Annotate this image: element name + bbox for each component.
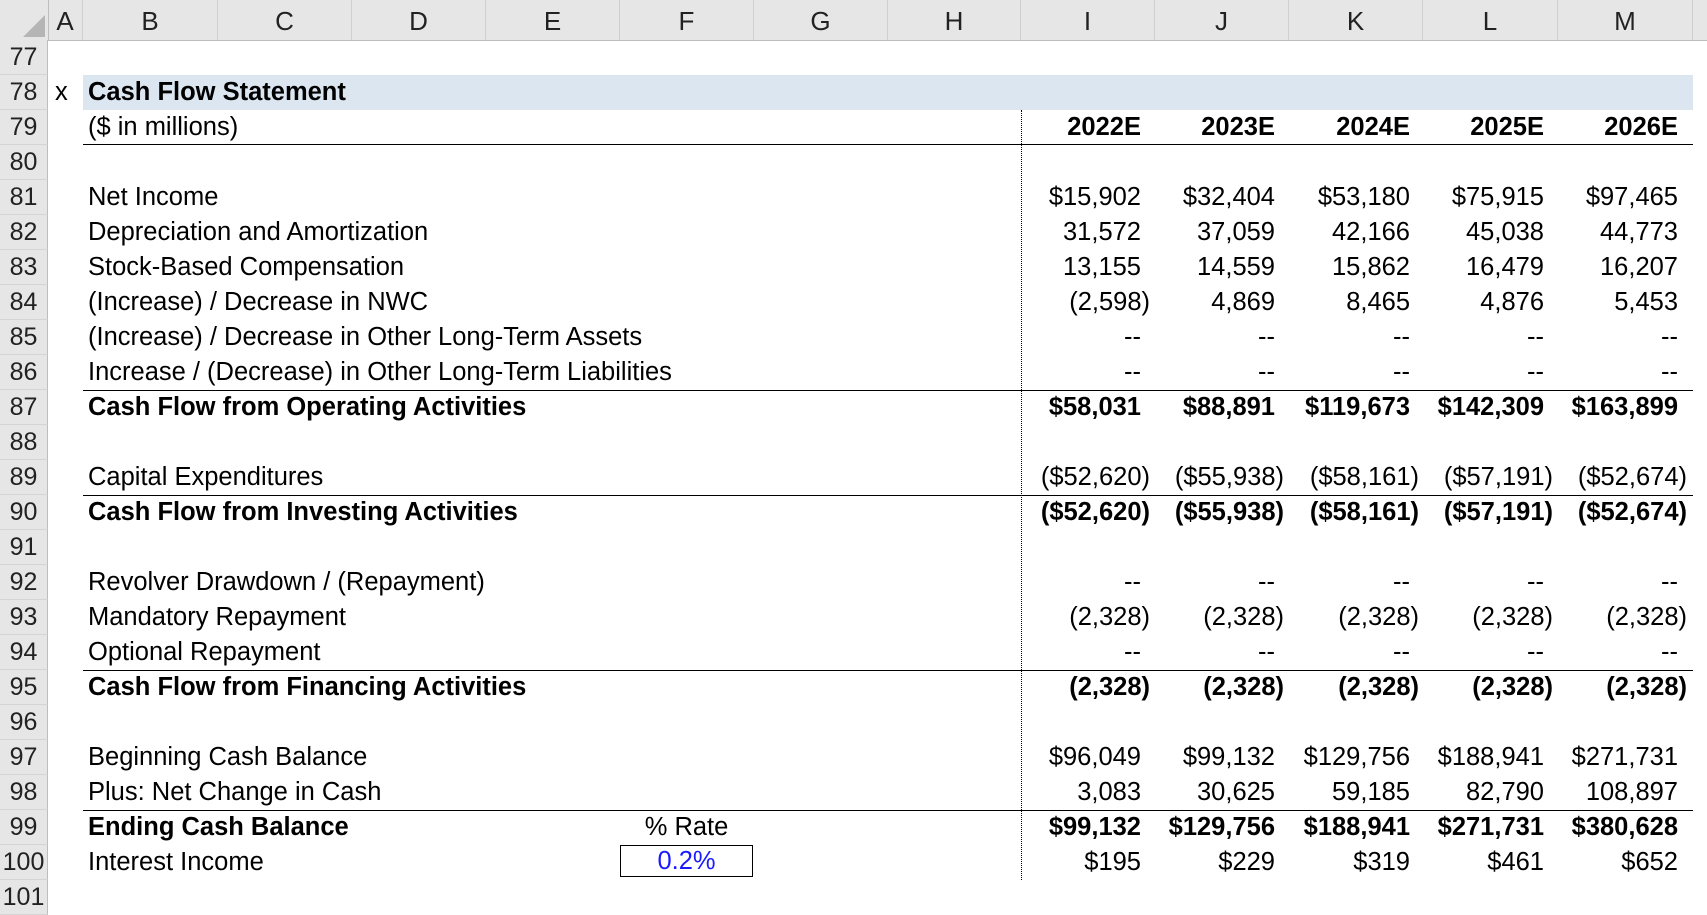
row-label[interactable]: Revolver Drawdown / (Repayment) bbox=[88, 568, 485, 596]
value-cell[interactable]: -- bbox=[1661, 638, 1678, 666]
select-all-corner[interactable] bbox=[0, 0, 49, 40]
value-cell[interactable]: 44,773 bbox=[1600, 218, 1678, 246]
value-cell[interactable]: (2,328) bbox=[1472, 673, 1553, 701]
value-cell[interactable]: 30,625 bbox=[1197, 778, 1275, 806]
row-label[interactable]: Stock-Based Compensation bbox=[88, 253, 405, 281]
row-label[interactable]: Cash Flow from Operating Activities bbox=[88, 393, 527, 421]
select-all-triangle-icon bbox=[23, 15, 45, 37]
value-cell[interactable]: -- bbox=[1393, 638, 1410, 666]
row-label[interactable]: Ending Cash Balance bbox=[88, 813, 349, 841]
year-header[interactable]: 2026E bbox=[1604, 113, 1678, 141]
value-cell[interactable]: $271,731 bbox=[1437, 813, 1544, 841]
value-cell[interactable]: $188,941 bbox=[1437, 743, 1544, 771]
value-cell[interactable]: ($52,674) bbox=[1577, 498, 1687, 526]
value-cell[interactable]: $319 bbox=[1353, 848, 1410, 876]
year-header[interactable]: 2022E bbox=[1067, 113, 1141, 141]
column-header-k[interactable]: K bbox=[1289, 0, 1423, 40]
value-cell[interactable]: ($57,191) bbox=[1443, 463, 1553, 491]
value-cell[interactable]: $58,031 bbox=[1048, 393, 1141, 421]
row-header-93[interactable]: 93 bbox=[0, 600, 48, 635]
row-header-81[interactable]: 81 bbox=[0, 180, 48, 215]
value-cell[interactable]: $188,941 bbox=[1303, 813, 1410, 841]
value-cell[interactable]: 3,083 bbox=[1077, 778, 1141, 806]
value-cell[interactable]: $15,902 bbox=[1048, 183, 1141, 211]
row-label[interactable]: Increase / (Decrease) in Other Long-Term Liabilities bbox=[88, 358, 672, 386]
row-header-97[interactable]: 97 bbox=[0, 740, 48, 775]
value-cell[interactable]: -- bbox=[1124, 358, 1141, 386]
value-cell[interactable]: (2,598) bbox=[1069, 288, 1150, 316]
row-header-91[interactable]: 91 bbox=[0, 530, 48, 565]
interest-rate-input[interactable]: 0.2% bbox=[620, 845, 753, 877]
value-cell[interactable]: -- bbox=[1258, 638, 1275, 666]
column-header-b[interactable]: B bbox=[83, 0, 218, 40]
value-cell[interactable]: -- bbox=[1393, 568, 1410, 596]
row-header-89[interactable]: 89 bbox=[0, 460, 48, 495]
value-cell[interactable]: -- bbox=[1661, 568, 1678, 596]
value-cell[interactable]: (2,328) bbox=[1069, 603, 1150, 631]
row-header-87[interactable]: 87 bbox=[0, 390, 48, 425]
value-cell[interactable]: 108,897 bbox=[1585, 778, 1678, 806]
value-cell[interactable]: ($52,620) bbox=[1040, 463, 1150, 491]
value-cell[interactable]: $99,132 bbox=[1048, 813, 1141, 841]
value-cell[interactable]: $53,180 bbox=[1317, 183, 1410, 211]
value-cell[interactable]: 42,166 bbox=[1332, 218, 1410, 246]
value-cell[interactable]: -- bbox=[1124, 323, 1141, 351]
column-header-d[interactable]: D bbox=[352, 0, 486, 40]
row-header-99[interactable]: 99 bbox=[0, 810, 48, 845]
value-cell[interactable]: $88,891 bbox=[1182, 393, 1275, 421]
value-cell[interactable]: $75,915 bbox=[1451, 183, 1544, 211]
value-cell[interactable]: -- bbox=[1393, 358, 1410, 386]
year-header[interactable]: 2025E bbox=[1470, 113, 1544, 141]
row-label[interactable]: Depreciation and Amortization bbox=[88, 218, 429, 246]
row-label[interactable]: (Increase) / Decrease in Other Long-Term Assets bbox=[88, 323, 643, 351]
value-cell[interactable]: 59,185 bbox=[1332, 778, 1410, 806]
value-cell[interactable]: $380,628 bbox=[1571, 813, 1678, 841]
value-cell[interactable]: -- bbox=[1124, 638, 1141, 666]
row-header-100[interactable]: 100 bbox=[0, 845, 48, 880]
value-cell[interactable]: $652 bbox=[1621, 848, 1678, 876]
row-marker: x bbox=[55, 78, 68, 106]
value-cell[interactable]: ($55,938) bbox=[1174, 498, 1284, 526]
value-cell[interactable]: 16,479 bbox=[1466, 253, 1544, 281]
value-cell[interactable]: -- bbox=[1527, 568, 1544, 596]
value-cell[interactable]: $163,899 bbox=[1571, 393, 1678, 421]
value-cell[interactable]: $99,132 bbox=[1182, 743, 1275, 771]
row-header-86[interactable]: 86 bbox=[0, 355, 48, 390]
column-header-h[interactable]: H bbox=[888, 0, 1021, 40]
value-cell[interactable]: $129,756 bbox=[1303, 743, 1410, 771]
value-cell[interactable]: (2,328) bbox=[1203, 603, 1284, 631]
row-header-80[interactable]: 80 bbox=[0, 145, 48, 180]
row-header-101[interactable]: 101 bbox=[0, 880, 48, 915]
row-label[interactable]: Capital Expenditures bbox=[88, 463, 324, 491]
value-cell[interactable]: $461 bbox=[1487, 848, 1544, 876]
value-cell[interactable]: (2,328) bbox=[1606, 603, 1687, 631]
value-cell[interactable]: $32,404 bbox=[1182, 183, 1275, 211]
value-cell[interactable]: (2,328) bbox=[1069, 673, 1150, 701]
row-header-84[interactable]: 84 bbox=[0, 285, 48, 320]
column-header-j[interactable]: J bbox=[1155, 0, 1289, 40]
column-header-e[interactable]: E bbox=[486, 0, 620, 40]
row-label[interactable]: (Increase) / Decrease in NWC bbox=[88, 288, 429, 316]
row-label[interactable]: Cash Flow from Investing Activities bbox=[88, 498, 518, 526]
row-header-78[interactable]: 78 bbox=[0, 75, 48, 110]
row-header-95[interactable]: 95 bbox=[0, 670, 48, 705]
column-header-f[interactable]: F bbox=[620, 0, 754, 40]
row-label[interactable]: Plus: Net Change in Cash bbox=[88, 778, 382, 806]
row-header-88[interactable]: 88 bbox=[0, 425, 48, 460]
column-header-i[interactable]: I bbox=[1021, 0, 1155, 40]
value-cell[interactable]: -- bbox=[1527, 638, 1544, 666]
value-cell[interactable]: ($55,938) bbox=[1174, 463, 1284, 491]
header-rule bbox=[83, 144, 1693, 145]
row-header-79[interactable]: 79 bbox=[0, 110, 48, 145]
value-cell[interactable]: 14,559 bbox=[1197, 253, 1275, 281]
value-cell[interactable]: ($52,620) bbox=[1040, 498, 1150, 526]
value-cell[interactable]: $271,731 bbox=[1571, 743, 1678, 771]
row-header-82[interactable]: 82 bbox=[0, 215, 48, 250]
value-cell[interactable]: ($58,161) bbox=[1309, 498, 1419, 526]
value-cell[interactable]: $129,756 bbox=[1168, 813, 1275, 841]
column-header-c[interactable]: C bbox=[218, 0, 352, 40]
sheet-title[interactable]: Cash Flow Statement bbox=[88, 78, 346, 106]
row-label[interactable]: Beginning Cash Balance bbox=[88, 743, 368, 771]
row-header-98[interactable]: 98 bbox=[0, 775, 48, 810]
value-cell[interactable]: ($52,674) bbox=[1577, 463, 1687, 491]
value-cell[interactable]: -- bbox=[1661, 358, 1678, 386]
value-cell[interactable]: $195 bbox=[1084, 848, 1141, 876]
row-label[interactable]: Net Income bbox=[88, 183, 219, 211]
rate-label[interactable]: % Rate bbox=[644, 813, 729, 841]
column-header-l[interactable]: L bbox=[1423, 0, 1558, 40]
column-header-m[interactable]: M bbox=[1558, 0, 1693, 40]
row-label[interactable]: Mandatory Repayment bbox=[88, 603, 346, 631]
row-header-90[interactable]: 90 bbox=[0, 495, 48, 530]
row-header-92[interactable]: 92 bbox=[0, 565, 48, 600]
row-header-83[interactable]: 83 bbox=[0, 250, 48, 285]
value-cell[interactable]: ($57,191) bbox=[1443, 498, 1553, 526]
column-header-g[interactable]: G bbox=[754, 0, 888, 40]
value-cell[interactable]: $96,049 bbox=[1048, 743, 1141, 771]
value-cell[interactable]: $229 bbox=[1218, 848, 1275, 876]
year-header[interactable]: 2023E bbox=[1201, 113, 1275, 141]
value-cell[interactable]: 45,038 bbox=[1466, 218, 1544, 246]
row-header-94[interactable]: 94 bbox=[0, 635, 48, 670]
value-cell[interactable]: 37,059 bbox=[1197, 218, 1275, 246]
value-cell[interactable]: $119,673 bbox=[1305, 393, 1410, 421]
value-cell[interactable]: (2,328) bbox=[1203, 673, 1284, 701]
value-cell[interactable]: 5,453 bbox=[1614, 288, 1678, 316]
value-cell[interactable]: -- bbox=[1661, 323, 1678, 351]
year-header[interactable]: 2024E bbox=[1336, 113, 1410, 141]
row-label[interactable]: Optional Repayment bbox=[88, 638, 321, 666]
value-cell[interactable]: (2,328) bbox=[1472, 603, 1553, 631]
value-cell[interactable]: (2,328) bbox=[1338, 603, 1419, 631]
value-cell[interactable]: 8,465 bbox=[1346, 288, 1410, 316]
value-cell[interactable]: 31,572 bbox=[1063, 218, 1141, 246]
value-cell[interactable]: 15,862 bbox=[1332, 253, 1410, 281]
value-cell[interactable]: 82,790 bbox=[1466, 778, 1544, 806]
value-cell[interactable]: 16,207 bbox=[1600, 253, 1678, 281]
value-cell[interactable]: -- bbox=[1124, 568, 1141, 596]
value-cell[interactable]: -- bbox=[1258, 568, 1275, 596]
row-header-96[interactable]: 96 bbox=[0, 705, 48, 740]
value-cell[interactable]: (2,328) bbox=[1338, 673, 1419, 701]
value-cell[interactable]: -- bbox=[1393, 323, 1410, 351]
value-cell[interactable]: (2,328) bbox=[1606, 673, 1687, 701]
value-cell[interactable]: -- bbox=[1527, 358, 1544, 386]
row-label[interactable]: Cash Flow from Financing Activities bbox=[88, 673, 527, 701]
value-cell[interactable]: 4,869 bbox=[1211, 288, 1275, 316]
value-cell[interactable]: -- bbox=[1527, 323, 1544, 351]
value-cell[interactable]: $142,309 bbox=[1437, 393, 1544, 421]
value-cell[interactable]: ($58,161) bbox=[1309, 463, 1419, 491]
value-cell[interactable]: 13,155 bbox=[1063, 253, 1141, 281]
column-header-a[interactable]: A bbox=[48, 0, 83, 40]
value-cell[interactable]: $97,465 bbox=[1585, 183, 1678, 211]
units-label[interactable]: ($ in millions) bbox=[88, 113, 239, 141]
value-cell[interactable]: 4,876 bbox=[1480, 288, 1544, 316]
value-cell[interactable]: -- bbox=[1258, 358, 1275, 386]
row-header-77[interactable]: 77 bbox=[0, 40, 48, 75]
row-label[interactable]: Interest Income bbox=[88, 848, 264, 876]
row-header-85[interactable]: 85 bbox=[0, 320, 48, 355]
value-cell[interactable]: -- bbox=[1258, 323, 1275, 351]
